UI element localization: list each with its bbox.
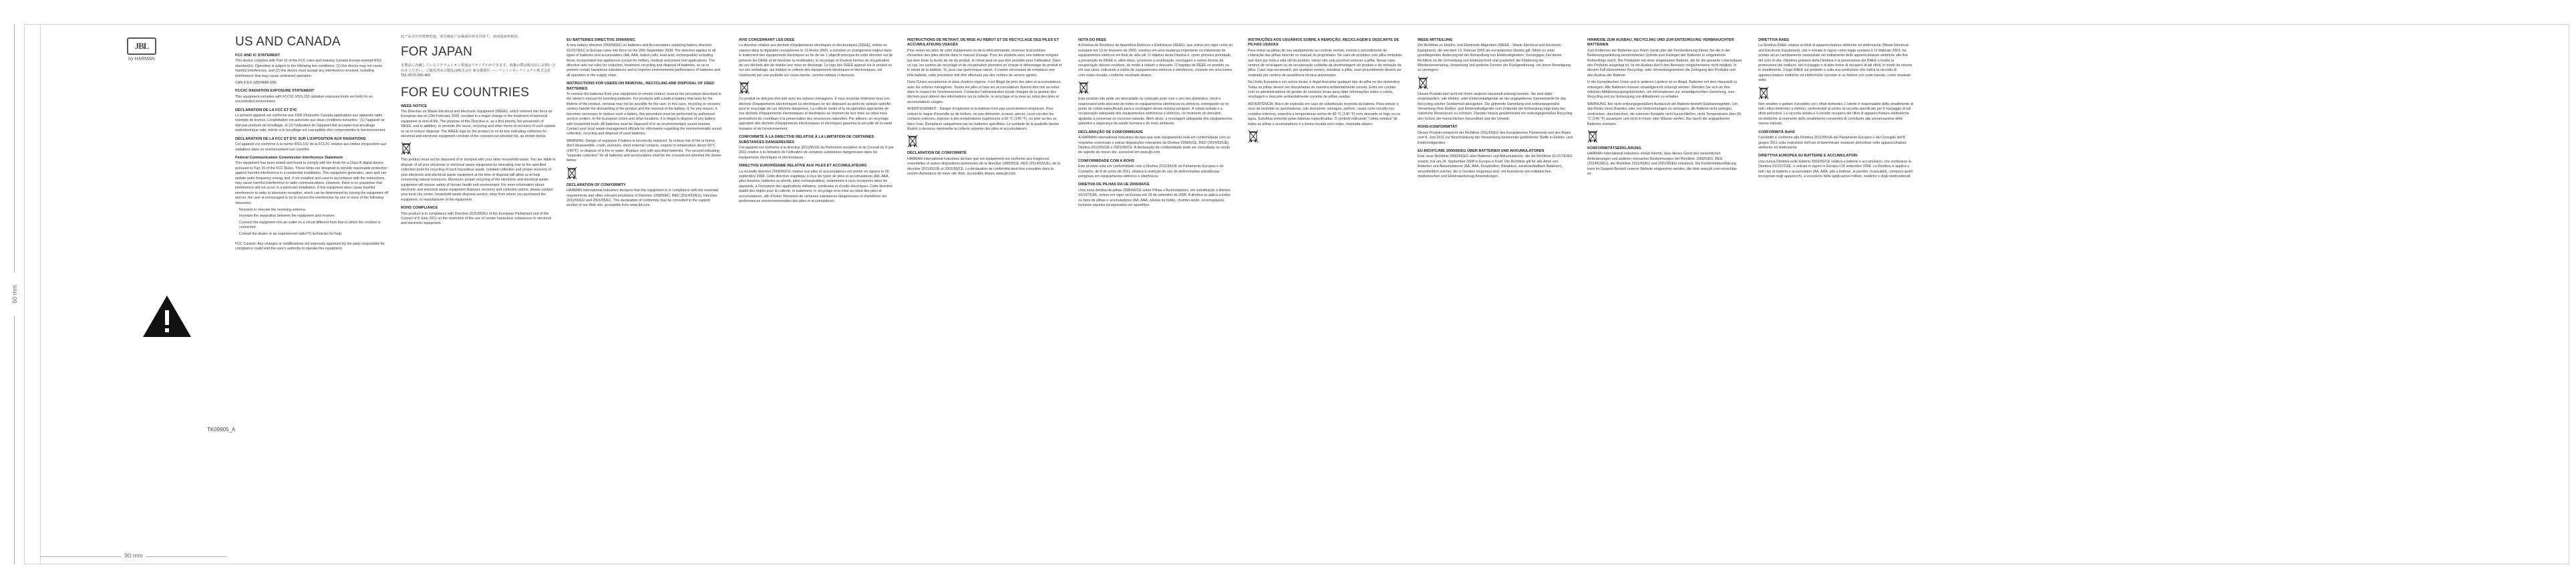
height-dimension-label: 60 mm [11,285,19,304]
section-text: Pour retirer les piles de votre équipement ou de la télécommande, inversez la procédure d'insertion des piles décrite dans le manuel d'usage. Pour les produits avec une batterie intégrée qui dure toute la durée de vie du produit, le retrait peut ne pas être possible pour l'utilisateur. Dans ce cas, les centres de recyclage et de récupération prennent en charge le démontage du produit et le retrait de la batterie. Si, pour une quelconque raison, il s'avère nécessaire de remplacer une telle batterie, cette procédure doit être effectuée par des centres de service agréés. [907,48,1062,78]
crossed-bin-icon [907,134,918,148]
bullet-item: Consult the dealer or an experienced radio/TV technician for help. [239,231,343,236]
section-title: EU-RICHTLINIE 2006/66/EG ÜBER BATTERIEN UND AKKUMULATOREN [1418,148,1545,153]
part-number: TK09905_A [207,427,236,433]
crossed-bin-icon [1248,130,1259,143]
crossed-bin-icon [1078,81,1089,94]
section-text: Il prodotto è conforme alla Direttiva 2011/65/UE del Parlamento Europeo e del Consiglio dell'8 giugno 2011 sulla restrizione dell'uso di determinate sostanze pericolose nelle apparecchiature elettriche ed elettroniche. [1758,136,1907,150]
section-title: DIRETTIVA RAEE [1758,38,1789,42]
column-italian-1 [1758,35,1913,550]
section-title: FCC/IC RADIATION EXPOSURE STATEMENT [235,89,315,94]
section-title: KONFORMITÄTSERKLÄRUNG [1587,146,1641,150]
section-text: Dieses Produkt entspricht der Richtlinie 2011/65/EU des Europäischen Parlaments und des Rates vom 8. Juni 2011 zur Beschränkung der Verwendung bestimmter gefährlicher Stoffe in Elektro- und Elektronikgeräten. [1418,130,1573,145]
section-title: NOTA DO REEE [1078,38,1106,42]
section-title: INSTRUCTIONS DE RETRAIT, DE MISE AU REBUT ET DE RECYCLAGE DES PILES ET ACCUMULATEURS USAGÉS [907,38,1059,47]
column-german-2 [1587,35,1742,550]
column-french-1 [739,35,894,550]
section-title: DIRETTIVA EUROPEA SU BATTERIE E ACCUMULATORI [1758,154,1858,158]
bullet-item: Connect the equipment into an outlet on a circuit different from that to which the receiver is connected. [239,220,381,230]
section-text: Eine neue Richtlinie 2006/66/EG über Batterien und Akkumulatoren, die die Richtlinie 91/157/EWG ersetzt, trat am 26. September 2008 in Europa in Kraft. Die Richtlinie gilt für alle Arten von Batterien und Akkumulatoren (AA, AAA, Knopfzellen, Bleiakkus, wiederaufladbare Batterien), einschließlich solcher, die in Geräten eingebaut sind, mit Ausnahme von militärischen, medizinischen und Elektrowerkzeug-Anwendungen. [1418,154,1573,179]
column-french-2 [907,35,1062,550]
section-text: HARMAN International Industries declares that this equipment is in compliance with the essential requirements and other relevant provisions of Directive 1999/5/EC, RED (2014/53/EU), Directive 2011/65/EU and 2001/95/EC. The declaration of conformity may be consulted in the support section of our Web site, accessible from www.jbl.com. [567,189,718,208]
height-dimension [8,24,21,564]
section-text: Non smaltire o gettare il prodotto con i rifiuti domestici. L'utente è responsabile dello smaltimento di tutti i rifiuti elettronici o elettrici, conferendoli al centro di raccolta specificato per il riciclaggio di tali rifiuti pericolosi. La raccolta isolata e il corretto recupero dei rifiuti di apparecchiature elettroniche ed elettriche al momento dello smaltimento consentirà di contribuire alla conservazione delle risorse naturali. [1758,102,1913,126]
section-text: Una nuova Direttiva sulle batterie 2006/66/CE relativa a batterie e accumulatori, che sostituisce la Direttiva 91/157/CEE, è entrata in vigore in Europa il 26 settembre 2008. La Direttiva si applica a tutti i tipi di batterie e accumulatori (AA, AAA, pile a bottone, al piombo, ricaricabili), compresi quelli incorporati negli apparecchi, a eccezione delle applicazioni militari, mediche e degli elettroutensili. [1758,159,1913,179]
section-text: To remove the batteries from your equipment or remote control, reverse the procedure described in the owner's manual for inserting batteries. For products with a built-in battery that lasts for the lifetime of the product, removal may not be possible for the user. In this case, recycling or recovery centers handle the dismantling of the product and the removal of the battery. If, for any reason, it becomes necessary to replace such a battery, this procedure must be performed by authorized service centers. In the European Union and other locations, it is illegal to dispose of any battery with household trash. All batteries must be disposed of in an environmentally sound manner. Contact your local waste-management officials for information regarding the environmentally sound collection, recycling and disposal of used batteries. [567,92,721,136]
section-text: Die Richtlinie zu Elektro- und Elektronik-Altgeräten (WEEE - Waste Electrical and Electronic Equipment), die seit dem 13. Februar 2003 als europäisches Gesetz gilt, führte zu einer grundlegenden Änderung bei der Behandlung von Elektroaltgeräten. Vorrangiges Ziel dieser Richtlinie ist die Vermeidung von Elektroschrott und zusätzlich die Förderung der Wiederverwendung, Verwertung und anderen Formen der Rückgewinnung, um deren Beseitigung zu verringern. [1418,43,1571,73]
section-text: Este produto não pode ser descartado ou colocado junto com o seu lixo doméstico. Você é responsável pelo descarte de todos os equipamentos eletrônicos ou elétricos, entregando-os no ponto de coleta especificado para a reciclagem desse resíduo perigoso. A coleta isolada e a recuperação adequada dos equipamentos eletrônicos e elétricos, no momento do descarte, ajudarão a conservar os recursos naturais. Além disso, a reciclagem adequada dos equipamentos garantirá a segurança da saúde humana e do meio ambiente. [1078,97,1233,126]
section-text: Le présent appareil est conforme aux CNR d'Industrie Canada applicables aux appareils radio exempts de licence. L'exploitation est autorisée aux deux conditions suivantes : (1) l'appareil ne doit pas produire de brouillage, et (2) l'utilisateur de l'appareil doit accepter tout brouillage radioélectrique subi, même si le brouillage est susceptible d'en compromettre le fonctionnement. [235,114,386,133]
crossed-bin-icon [1587,130,1598,143]
section-text: Cet appareil est conforme à la norme RSS-102 de la FCC/IC relative aux limites d'exposition aux radiations dans un environnement non contrôlé. [235,142,387,152]
section-title: DIRETIVA DE PILHAS DA UE 2006/66/CE [1078,183,1150,187]
section-text: Este produto está em conformidade com a Diretiva 2011/65/UE do Parlamento Europeu e do Conselho, de 8 de junho de 2011, relativa à restrição do uso de determinadas substâncias perigosas em equipamentos elétricos e eletrônicos. [1078,164,1224,179]
bullet-item: Reorient or relocate the receiving antenna. [239,207,307,212]
crossed-bin-icon [1758,86,1769,100]
section-text: HARMAN International Industries erklärt hiermit, dass dieses Gerät den wesentlichen Anforderungen und anderen relevanten Bestimmungen der Richtlinie 1999/5/EG, RED (2014/53/EU), der Richtlinie 2011/65/EU und 2001/95/EG entspricht. Die Konformitätserklärung kann im Support-Bereich unserer Website eingesehen werden, die über www.jbl.com erreichbar ist. [1587,152,1738,176]
section-title: HINWEISE ZUM AUSBAU, RECYCLING UND ZUR ENTSORGUNG VERBRAUCHTER BATTERIEN [1587,38,1734,47]
heading-for-eu: FOR EU COUNTRIES [401,85,530,100]
section-text: AVERTISSEMENT : Danger d'explosion si la batterie n'est pas correctement remplacée. Pour réduire le risque d'incendie ou de brûlure, ne pas démonter, écraser, percer, court-circuiter les contacts externes, exposer à des températures supérieures à 60 °C (140 °F), ou jeter au feu ou dans l'eau. Remplacer uniquement par les batteries spécifiées. Le symbole de la poubelle barrée illustré ci-dessous représente la collecte séparée des piles et accumulateurs. [907,107,1060,131]
section-title: INSTRUCTIONS FOR USERS ON REMOVAL, RECYCLING AND DISPOSAL OF USED BATTERIES [567,82,715,91]
section-title: ROHS COMPLIANCE [401,206,438,211]
section-text: A HARMAN International Industries declara que este equipamento está em conformidade com os requisitos essenciais e outras disposições relevantes da Diretiva 1999/5/CE, RED (2014/53/UE), Diretiva 2011/65/UE e 2001/95/CE. A declaração de conformidade pode ser consultada na seção de suporte do nosso site, acessível em www.jbl.com. [1078,136,1231,155]
section-title: CONFORMIDADE COM A ROHS [1078,158,1134,163]
bullet-item: Increase the separation between the equipment and receiver. [239,214,335,219]
section-text: Dieses Produkt darf nicht mit Ihrem anderen Hausmüll entsorgt werden. Sie sind dafür verantwortlich, alle Elektro- oder Elektronikaltgeräte an der angegebenen Sammelstelle für das Recycling solcher Sondermüll abzugeben. Die getrennte Sammlung und ordnungsgemäße Verwertung Ihrer Elektro- und Elektronikaltgeräte zum Zeitpunkt der Entsorgung trägt dazu bei, natürliche Ressourcen zu schonen. Darüber hinaus gewährleistet ein ordnungsgemäßes Recycling den Schutz der menschlichen Gesundheit und der Umwelt. [1418,92,1573,121]
jp-text: 本製品に内蔵しているリチウムイオン電池はリサイクルができます。廃棄の際は販売店にお問い合わせください。ご使用済みの製品は株式会社 東京都港区 ハーマンインターナショナル株式会社 TEL:0570-550-465 [401,64,556,78]
section-title: ROHS-KONFORMITÄT [1418,125,1458,130]
section-text: HARMAN International Industries déclare que cet équipement est conforme aux exigences essentielles et autres dispositions pertinentes de la directive 1999/5/CE, RED (2014/53/UE), de la directive 2011/65/UE et 2001/95/CE. La déclaration de conformité peut être consultée dans la section Assistance de notre site Web, accessible depuis www.jbl.com. [907,156,1060,176]
section-text: CAN ICES-3(B)/NMB-3(B) [235,81,277,86]
section-text: This equipment has been tested and found to comply with the limits for a Class B digital device, pursuant to Part 15 of the FCC Rules. These limits are designed to provide reasonable protection against harmful interference in a residential installation. This equipment generates, uses and can radiate radio frequency energy and, if not installed and used in accordance with the instructions, may cause harmful interference to radio communications. However, there is no guarantee that interference will not occur in a particular installation. If this equipment does cause harmful interference to radio or television reception, which can be determined by turning the equipment off and on, the user is encouraged to try to correct the interference by one or more of the following measures: [235,161,388,205]
section-text: This product is in compliance with Directive 2011/65/EU of the European Parliament and of the Council of 8 June 2011 on the restriction of the use of certain hazardous substances in electrical and electronic equipment. [401,211,551,226]
section-title: EU BATTERIES DIRECTIVE 2006/66/EC [567,38,636,42]
section-title: WEEE-MITTEILUNG [1418,38,1453,42]
column-portuguese-1 [1078,35,1233,550]
section-text: The Directive on Waste Electrical and Electronic Equipment (WEEE), which entered into force as European law on 13th February 2003, resulted in a major change in the treatment of electrical equipment at end-of-life. The purpose of this Directive is, as a first priority, the prevention of WEEE, and in addition, to promote the reuse, recycling and other forms of recovery of such wastes so as to reduce disposal. The WEEE logo on the product or on its box indicating collection for electrical and electronic equipment consists of the crossed-out wheeled bin, as shown below. [401,110,556,139]
section-title: INSTRUÇÕES AOS USUÁRIOS SOBRE A REMOÇÃO, RECICLAGEM E DESCARTE DE PILHAS USADAS [1248,38,1400,47]
section-text: La directive relative aux déchets d'équipements électriques et électroniques (DEEE), entrée en vigueur dans la législation européenne le 13 février 2003, a entraîné un changement majeur dans le traitement des équipements électriques en fin de vie. L'objectif principal de cette directive est de prévenir les DEEE et de favoriser la réutilisation, le recyclage et d'autres formes de récupération de ces déchets afin de réduire leur mise en décharge. Le logo des DEEE apposé sur le produit ou sur son emballage, qui indique la collecte des équipements électriques et électroniques, est représenté par une poubelle sur roues barrée, comme indiqué ci-dessous. [739,43,893,78]
trim-line [40,24,41,564]
section-title: DÉCLARATION DE LA FCC ET D'IC [235,108,297,112]
section-text: Zum Entfernen der Batterien aus Ihrem Gerät oder der Fernbedienung führen Sie die in der Bedienungsanleitung beschriebenen Schritte zum Einlegen der Batterien in umgekehrter Reihenfolge durch. Bei Produkten mit einer eingebauten Batterie, die für die gesamte Lebensdauer des Produkts ausgelegt ist, ist ein Ausbau durch den Benutzer möglicherweise nicht möglich. In diesem Fall übernehmen Recycling- oder Verwertungszentren die Zerlegung des Produkts und den Ausbau der Batterie. [1587,48,1742,78]
column-portuguese-2 [1248,35,1403,550]
logo-mark: JBL [127,37,156,55]
section-text: Para retirar as pilhas do seu equipamento ou controle remoto, inverta o procedimento de colocação das pilhas descrito no manual do proprietário. No caso de produtos com pilha embutida que dure por toda a vida útil do produto, talvez não seja possível remover a pilha. Nesse caso, centros de reciclagem ou de recuperação cuidarão da desmontagem do produto e da remoção da pilha. Caso seja necessário, por qualquer motivo, substituir a pilha, esse procedimento deverá ser realizado por centros de assistência técnica autorizados. [1248,48,1402,78]
section-text: La nouvelle directive 2006/66/CE relative aux piles et accumulateurs est entrée en vigueur le 26 septembre 2008. Cette directive s'applique à tous les types de piles et accumulateurs (AA, AAA, piles boutons, batteries au plomb, piles rechargeables), notamment à ceux incorporés dans les appareils, à l'exception des applications militaires, médicales et d'outils électriques. Cette directive établit des règles pour la collecte, le traitement, le recyclage et la mise au rebut des piles et accumulateurs, afin d'éviter l'émission de certaines substances dangereuses et d'améliorer les performances environnementales des piles et accumulateurs. [739,169,893,203]
width-dimension-label: 90 mm [122,552,146,559]
heading-us-canada: US AND CANADA [235,35,341,49]
section-title: Federal Communication Commission Interference Statement [235,155,343,160]
crossed-bin-icon [1418,76,1428,90]
section-text: WARNING: Danger of explosion if battery is incorrectly replaced. To reduce risk of fire or burns, don't disassemble, crush, puncture, short external contacts, expose to temperature above 60°C (140°F), or dispose of in fire or water. Replace only with specified batteries. The second indicating "separate collection" for all batteries and accumulators shall be the crossed-out wheeled bin shown below: [567,138,721,163]
crossed-bin-icon [567,166,577,180]
section-title: DÉCLARATION DE LA FCC ET D'IC SUR L'EXPOSITION AUX RADIATIONS [235,136,366,141]
cover-panel [41,25,236,560]
jbl-logo [127,35,156,64]
section-text: Na União Europeia e em outros locais, é ilegal descartar qualquer tipo de pilha no lixo doméstico. Todas as pilhas devem ser descartadas de maneira ambientalmente correta. Entre em contato com os administradores de gestão de resíduos locais para obter informações sobre a coleta, reciclagem e descarte ambientalmente corretos de pilhas usadas. [1248,80,1401,100]
section-text: ADVERTÊNCIA: Risco de explosão em caso de substituição incorreta da bateria. Para reduzir o risco de incêndio ou queimaduras, não desmonte, esmague, perfure, cause curto-circuito nos contatos externos, exponha a temperaturas acima de 60 °C (140 °F) nem descarte no fogo ou na água. Substitua somente pelas baterias especificadas. O símbolo indicando "coleta seletiva" de todas as pilhas e acumuladores é a lixeira riscada com rodas, mostrada abaixo: [1248,102,1401,126]
section-text: In der Europäischen Union und in anderen Ländern ist es illegal, Batterien mit dem Hausmüll zu entsorgen. Alle Batterien müssen umweltgerecht entsorgt werden. Wenden Sie sich an Ihre örtlichen Abfallentsorgungsbehörden, um Informationen zur umweltgerechten Sammlung, zum Recycling und zur Entsorgung von Altbatterien zu erhalten. [1587,80,1738,100]
fcc-caution: FCC Caution: Any changes or modifications not expressly approved by the party responsible for compliance could void the user's authority to operate this equipment. [235,242,385,251]
section-title: FCC AND IC STATEMENT [235,53,281,58]
jp-intro: 此产品含有内置锂电池。请勿将此产品暴露在阳光直射下。从而造成热损害。 [401,35,522,39]
section-title: DÉCLARATION DE CONFORMITÉ [907,151,967,156]
section-text: A new battery directive 2006/66/EC on batteries and Accumulators replacing battery directive 91/157/EEC in Europe came into force on the 26th September 2008. The directive applies to all types of batteries and accumulators (AA, AAA, button cells, lead acid, rechargeable) including those incorporated into appliances except for military, medical and power tool applications. The directive sets out rules for collection, treatment, recycling and disposal of batteries, so as to prevent certain hazardous substances and to improve environmental performance of batteries and all operators in the supply chain. [567,43,720,78]
column-japan-eu [401,35,556,550]
section-text: WARNUNG: Bei nicht ordnungsgemäßem Austausch der Batterie besteht Explosionsgefahr. Um das Risiko eines Brandes oder von Verbrennungen zu verringern, die Batterie nicht zerlegen, zerdrücken, durchstechen, die externen Kontakte nicht kurzschließen, nicht Temperaturen über 60 °C (140 °F) aussetzen und nicht in Feuer oder Wasser werfen. Nur durch die angegebenen Batterien ersetzen. [1587,102,1741,126]
crossed-bin-icon [739,81,750,94]
section-title: DECLARATION OF CONFORMITY [567,183,626,187]
section-text: This product must not be disposed of or dumped with your other household waste. You are liable to dispose of all your electronic or electrical waste equipment by relocating over to the specified collection point for recycling of such hazardous waste. Isolated collection and proper recovery of your electronic and electrical waste equipment at the time of disposal will allow us to help conserving natural resources. Moreover, proper recycling of the electronic and electrical waste equipment will ensure safety of human health and environment. For more information about electronic and electrical waste equipment disposal, recovery and collection points, please contact your local city center, household waste disposal service, shop from where you purchased the equipment, or manufacturer of the equipment. [401,158,556,202]
heading-for-japan: FOR JAPAN [401,45,473,60]
section-title: DECLARAÇÃO DE CONFORMIDADE [1078,130,1143,134]
column-german-1 [1418,35,1573,550]
section-text: Dans l'Union européenne et dans d'autres régions, il est illégal de jeter des piles et accumulateurs avec les ordures ménagères. Toutes les piles et tous les accumulateurs doivent être mis au rebut dans le respect de l'environnement. Contactez l'administration locale chargée de la gestion des déchets pour obtenir des informations sur la collecte, le recyclage et la mise au rebut des piles et accumulateurs usagés. [907,80,1061,104]
section-text: This equipment complies with FCC/IC RSS-102 radiation exposure limits set forth for an uncontrolled environment. [235,94,373,104]
crossed-bin-icon [401,142,412,155]
logo-sub: by HARMAN [128,57,155,62]
section-text: La Direttiva RAEE relativa ai rifiuti di apparecchiature elettriche ed elettroniche (Waste Electrical and Electronic Equipment), che è entrata in vigore come legge europea il 13 febbraio 2003, ha portato ad un cambiamento sostanziale nel trattamento delle apparecchiature elettriche alla fine del ciclo di vita. Obiettivo primario della Direttiva è la prevenzione dei RAEE e inoltre la promozione del riutilizzo, del riciclaggio e di altre forme di recupero di tali rifiuti, in modo da ridurne lo smaltimento. Il logo RAEE sul prodotto o sulla sua confezione che indica la raccolta di apparecchiature elettriche ed elettroniche consiste in un bidone con ruote barrato, come mostrato sotto. [1758,43,1913,83]
section-title: WEEE NOTICE [401,104,428,108]
section-text: Cet appareil est conforme à la directive 2011/65/UE du Parlement européen et du Conseil du 8 juin 2011 relative à la limitation de l'utilisation de certaines substances dangereuses dans les équipements électriques et électroniques. [739,145,894,160]
section-text: A Diretiva de Resíduos de Aparelhos Elétricos e Eletrônicos (REEE), que entrou em vigor como lei europeia em 13 de fevereiro de 2003, resultou em uma mudança importante no tratamento de equipamentos elétricos em final de vida útil. O objetivo desta Diretiva é, como primeira prioridade, a prevenção de REEE e, além disso, promover a reutilização, reciclagem e outras formas de recuperação desses resíduos, de modo a reduzir o descarte. O logotipo de REEE no produto ou em sua caixa, indicando a coleta de equipamentos elétricos e eletrônicos, consiste em uma lixeira com rodas riscada, conforme mostrado abaixo. [1078,43,1233,78]
section-title: CONFORMITÉ À LA DIRECTIVE RELATIVE À LA LIMITATION DE CERTAINES SUBSTANCES DANGEREUSES [739,135,874,144]
column-us-canada [235,35,390,550]
warning-icon [140,293,194,340]
section-text: Ce produit ne doit pas être jeté avec les ordures ménagères. Il vous incombe d'éliminer tous vos déchets d'équipements électroniques ou électriques en les déposant au point de collecte spécifié pour le recyclage de ces déchets dangereux. La collecte isolée et la récupération appropriée de vos déchets d'équipements électroniques et électriques au moment de leur mise au rebut nous permettront de contribuer à la préservation des ressources naturelles. Par ailleurs, un recyclage approprié des déchets d'équipements électroniques et électriques garantira la sécurité de la santé humaine et de l'environnement. [739,97,893,131]
column-eu-batteries [567,35,721,550]
section-title: AVIS CONCERNANT LES DEEE [739,38,795,42]
section-title: DIRECTIVE EUROPÉENNE RELATIVE AUX PILES ET ACCUMULATEURS [739,164,867,168]
section-text: This device complies with Part 15 of the FCC rules and Industry Canada license-exempt RSS standard(s). Operation is subject to the following two conditions: (1) this device may not cause harmful interference, and (2) this device must accept any interference received, including interference that may cause undesired operation. [235,59,383,78]
section-text: Uma nova diretiva de pilhas 2006/66/CE sobre Pilhas e Acumuladores, em substituição à diretiva 91/157/CEE, entrou em vigor na Europa em 26 de setembro de 2008. A diretiva se aplica a todos os tipos de pilhas e acumuladores (AA, AAA, células de botão, chumbo-ácido, recarregáveis), inclusive aqueles incorporados em aparelhos. [1078,188,1231,207]
section-title: CONFORMITÀ RoHS [1758,130,1795,134]
